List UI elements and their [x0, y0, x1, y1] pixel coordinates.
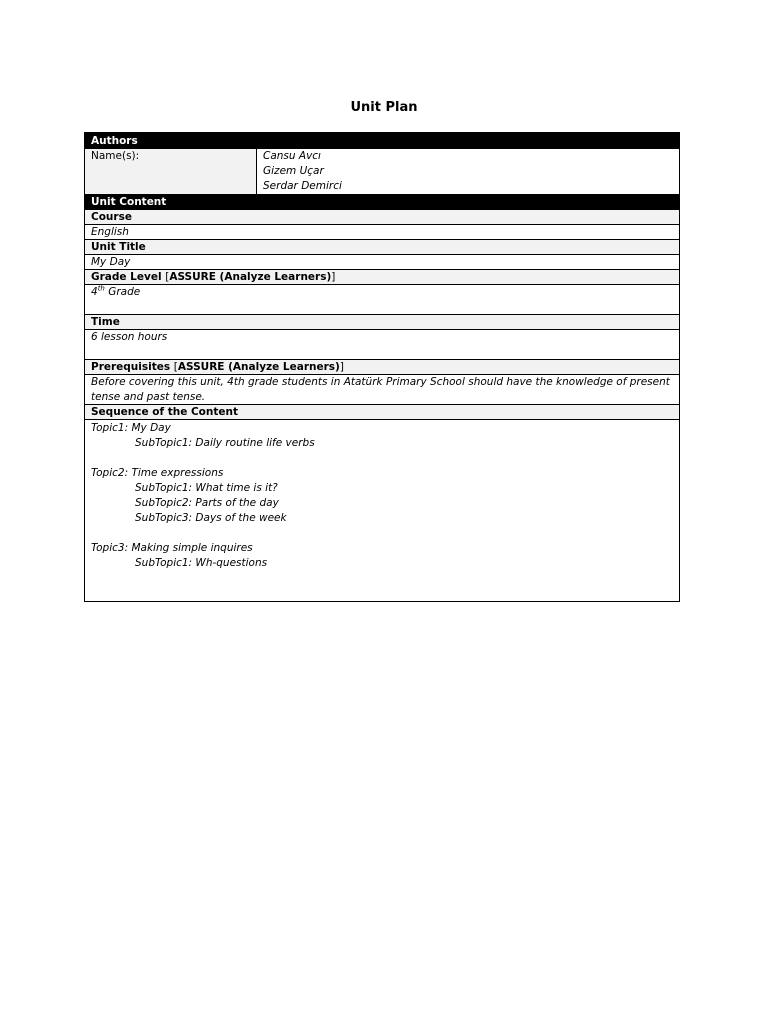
grade-word: Grade [104, 286, 141, 298]
sequence-label: Sequence of the Content [85, 405, 679, 420]
grade-label-assure: ASSURE (Analyze Learners) [169, 271, 332, 283]
topic-spacer [91, 451, 679, 466]
names-list [257, 149, 679, 194]
time-value: 6 lesson hours [85, 330, 679, 360]
unit-title-label: Unit Title [85, 240, 679, 255]
unit-plan-table [84, 132, 680, 602]
author-name: Gizem Uçar [263, 165, 324, 177]
grade-label-close: ] [331, 271, 336, 283]
subtopic-item: SubTopic2: Parts of the day [135, 497, 279, 509]
authors-header: Authors [85, 133, 679, 149]
topic-title: Topic1: My Day [91, 422, 171, 434]
course-value: English [85, 225, 679, 240]
grade-level-label [85, 270, 679, 285]
prereq-label-close: ] [339, 361, 344, 373]
grade-number: 4 [91, 286, 98, 298]
prereq-label-assure: ASSURE (Analyze Learners) [177, 361, 340, 373]
author-name: Serdar Demirci [263, 180, 342, 192]
unit-content-header: Unit Content [85, 194, 679, 210]
course-label: Course [85, 210, 679, 225]
author-name: Cansu Avcı [263, 150, 321, 162]
topic-title: Topic3: Making simple inquires [91, 542, 253, 554]
subtopic-item: SubTopic1: Wh-questions [135, 557, 268, 569]
prerequisites-label [85, 360, 679, 375]
sequence-content [85, 420, 679, 571]
prerequisites-value: Before covering this unit, 4th grade students in Atatürk Primary School should have the knowledge of present tense and past tense. [85, 375, 679, 405]
prereq-label-main: Prerequisites [91, 361, 174, 373]
grade-label-open: [ [165, 271, 170, 283]
names-label: Name(s): [85, 149, 257, 194]
grade-label-main: Grade Level [91, 271, 166, 283]
subtopic-item: SubTopic1: Daily routine life verbs [135, 437, 315, 449]
subtopic-item: SubTopic1: What time is it? [135, 482, 278, 494]
unit-title-value: My Day [85, 255, 679, 270]
topic-spacer [91, 526, 679, 541]
prereq-label-open: [ [173, 361, 178, 373]
subtopic-item: SubTopic3: Days of the week [135, 512, 287, 524]
grade-level-value [85, 285, 679, 315]
grade-sup: th [97, 284, 105, 293]
names-row [85, 149, 679, 194]
page-title: Unit Plan [350, 100, 418, 115]
time-label: Time [85, 315, 679, 330]
topic-title: Topic2: Time expressions [91, 467, 224, 479]
